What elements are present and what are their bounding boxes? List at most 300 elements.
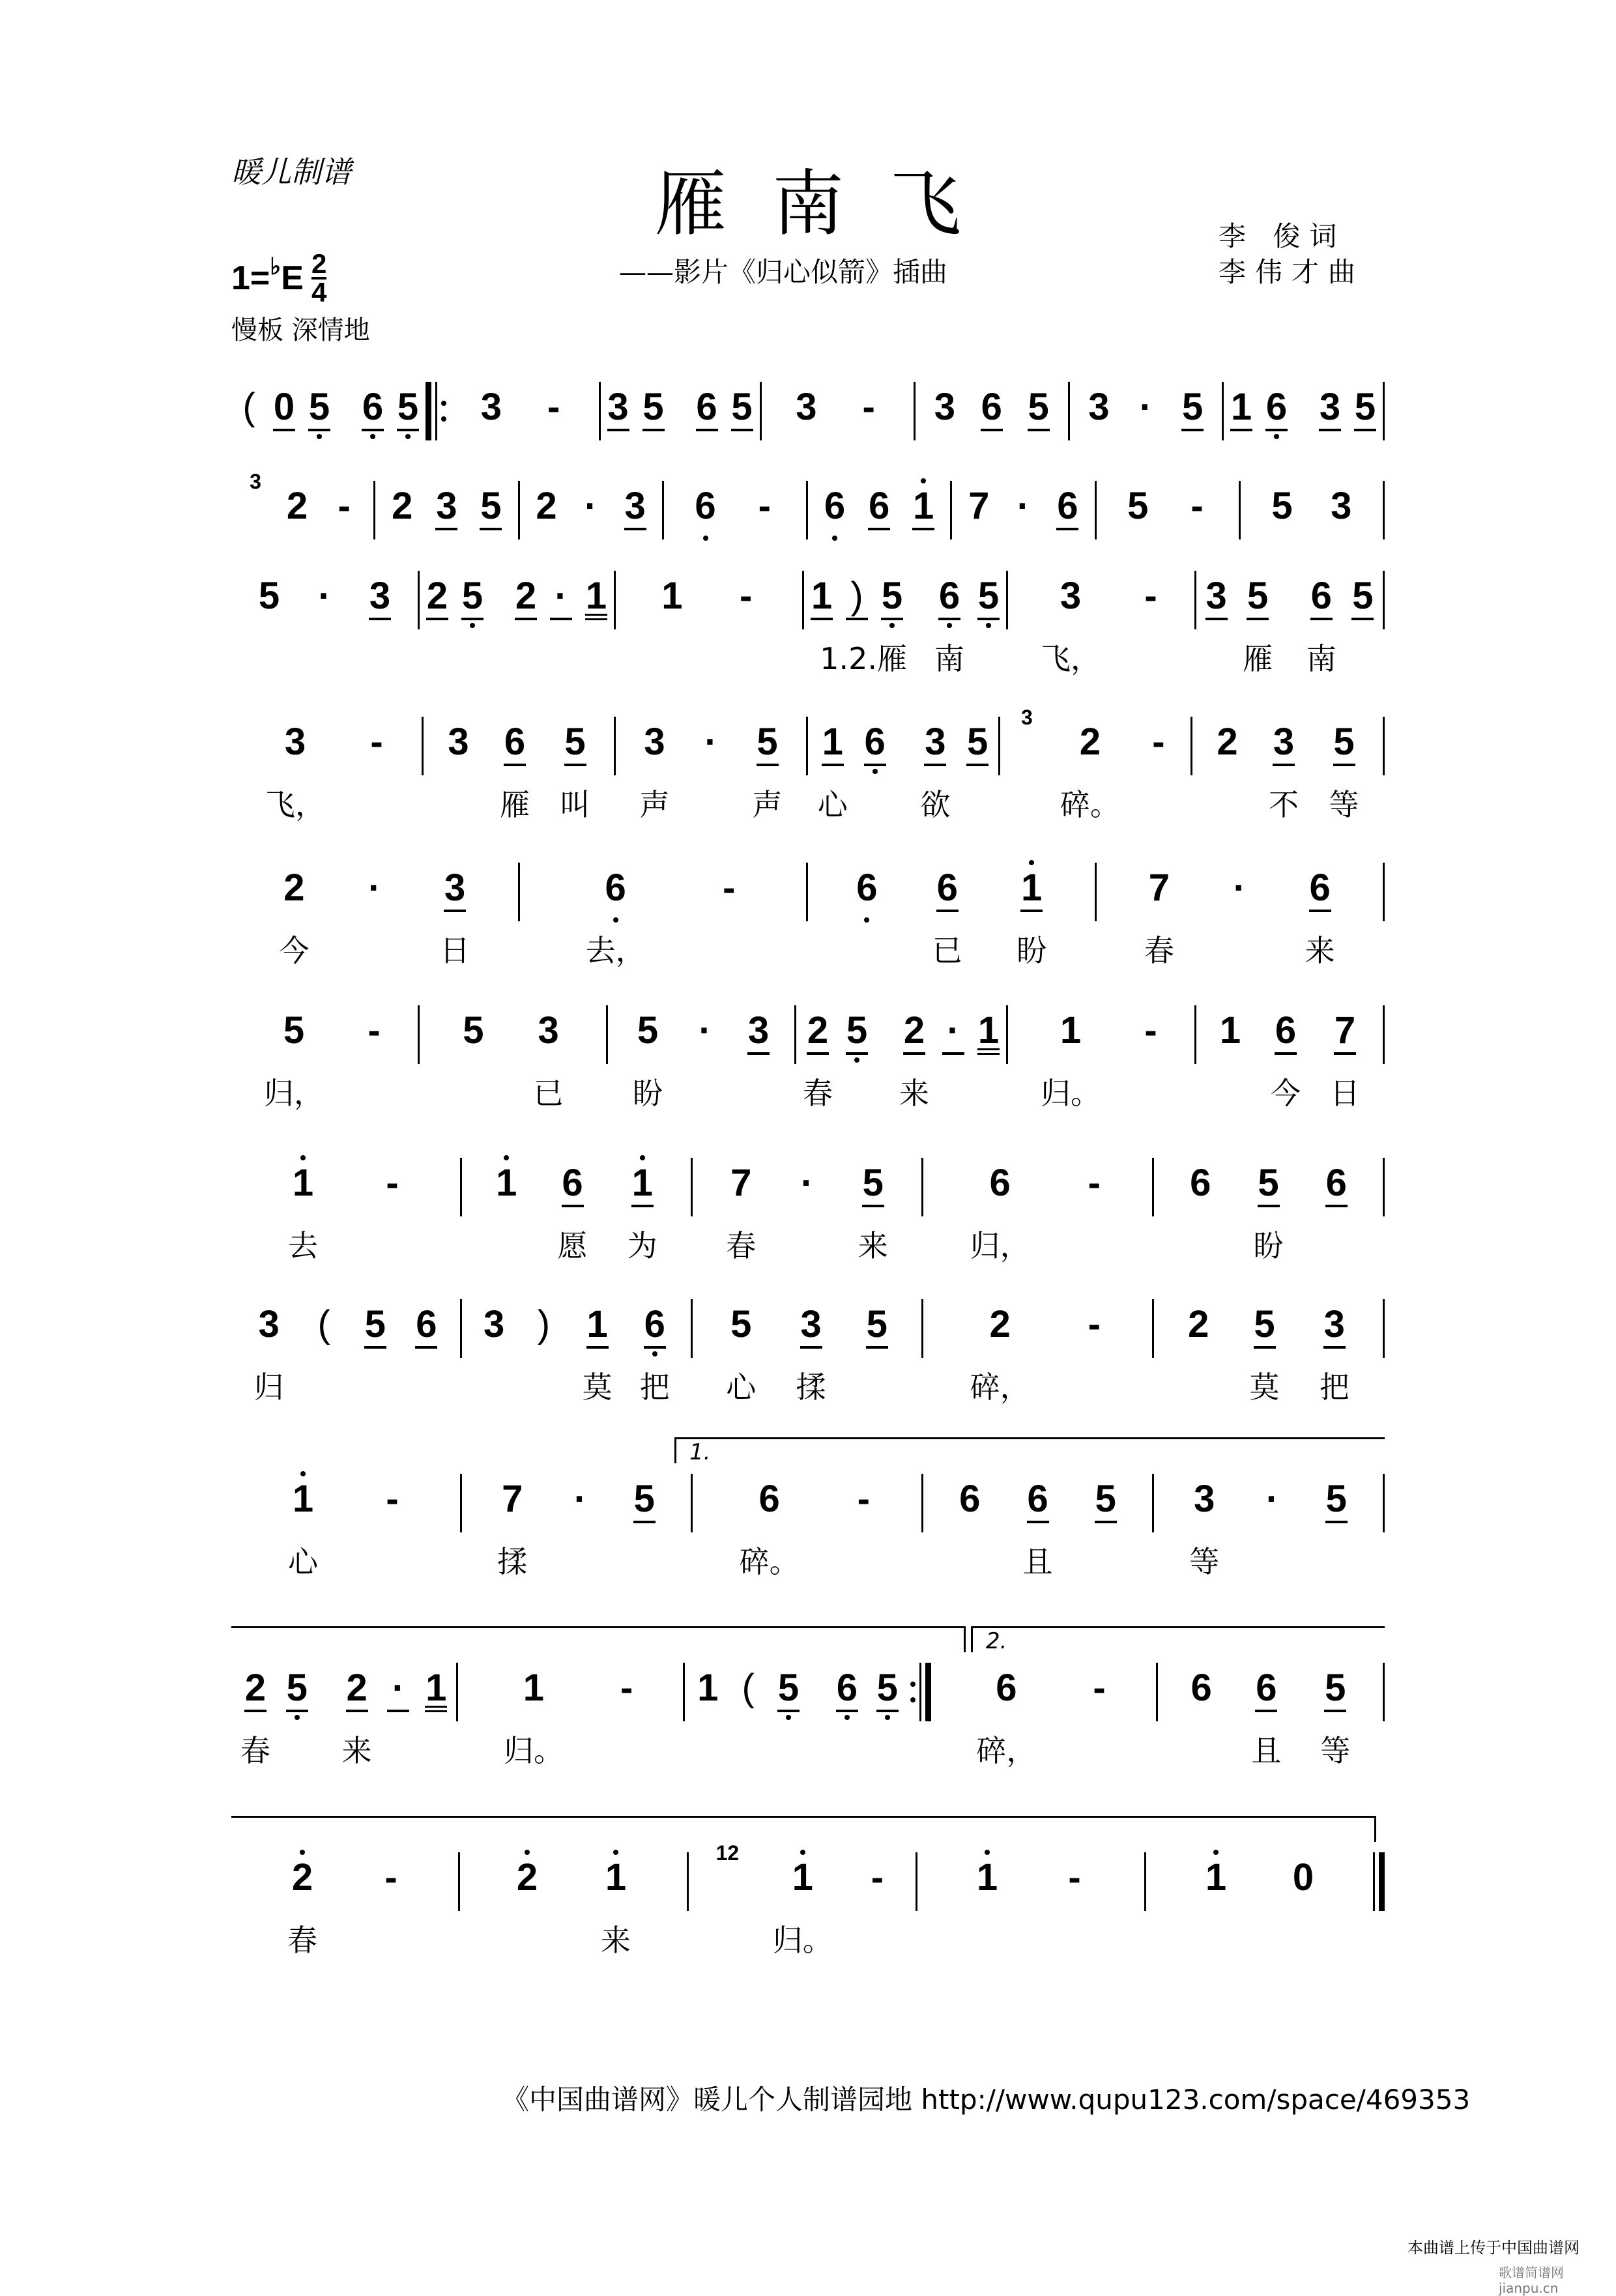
- augmentation-dot: [563, 1476, 598, 1578]
- measure: [375, 483, 517, 581]
- note-symbol: 5: [881, 573, 903, 620]
- note: [627, 1476, 662, 1578]
- lyric: 来: [858, 1228, 888, 1263]
- note-symbol: 5: [258, 575, 280, 617]
- note: [1175, 384, 1210, 486]
- note: [1300, 573, 1343, 675]
- note: [433, 865, 476, 967]
- note: [1345, 573, 1380, 675]
- note: [336, 1665, 379, 1767]
- note-symbol: ·: [1139, 386, 1152, 428]
- note: [527, 1008, 570, 1110]
- barline: [1383, 1158, 1385, 1216]
- note-symbol: 1: [822, 719, 844, 766]
- note: [257, 1008, 330, 1110]
- note: [830, 1665, 865, 1767]
- final-barline: [1373, 1852, 1385, 1911]
- note: [626, 1008, 669, 1110]
- note: [390, 384, 426, 486]
- note-symbol: 5: [1181, 384, 1204, 431]
- parenthesis: [306, 1302, 341, 1403]
- note-symbol: -: [1144, 1009, 1157, 1052]
- dash: [609, 1665, 644, 1767]
- note-symbol: 12: [715, 1841, 740, 1865]
- lyric: 心: [726, 1370, 757, 1405]
- repeat-dots: [441, 401, 446, 422]
- note-symbol: 5: [731, 384, 753, 431]
- note-symbol: (: [742, 1667, 755, 1709]
- note-symbol: 6: [1255, 1665, 1277, 1712]
- lyric: 春: [803, 1076, 833, 1111]
- note-symbol: 6: [1027, 1476, 1049, 1523]
- lyric: 为: [627, 1228, 657, 1263]
- note-symbol: -: [862, 386, 875, 428]
- parenthesis: [730, 1665, 766, 1767]
- volta-bracket-1: [674, 1437, 1385, 1463]
- lyric: 雁: [500, 787, 530, 822]
- measure: [804, 573, 1006, 676]
- note-symbol: 6: [938, 573, 960, 620]
- lyric: 来: [1305, 933, 1335, 968]
- note: [1264, 1008, 1307, 1110]
- note-symbol: 1: [1219, 1009, 1241, 1052]
- measure: [231, 573, 418, 671]
- note-symbol: 6: [1190, 1667, 1212, 1709]
- time-bottom: 4: [311, 277, 327, 308]
- measure: [762, 384, 914, 482]
- note-symbol: 6: [696, 384, 718, 431]
- measure: [1224, 384, 1383, 482]
- note: [618, 483, 653, 585]
- lyric: 飞，: [265, 787, 325, 822]
- note: [633, 1302, 676, 1403]
- note-symbol: 2: [283, 867, 305, 909]
- note: [914, 719, 957, 821]
- note: [1213, 1008, 1248, 1110]
- note: [688, 483, 723, 585]
- note-symbol: -: [368, 1009, 381, 1052]
- note: [489, 1160, 524, 1262]
- note: [952, 1476, 987, 1578]
- measure: [520, 483, 662, 581]
- note: [790, 1302, 833, 1403]
- note-symbol: -: [1144, 575, 1157, 617]
- note-symbol: (: [242, 386, 255, 428]
- lyric: 去，: [585, 933, 646, 968]
- lyric: 春: [1144, 933, 1174, 968]
- note: [409, 1302, 444, 1403]
- note-symbol: 2: [903, 1008, 925, 1055]
- dash: [846, 1476, 881, 1578]
- note-symbol: 3: [1319, 384, 1341, 431]
- dash: [375, 1476, 410, 1578]
- note-symbol: 1: [605, 1855, 627, 1902]
- measure: [601, 384, 760, 482]
- lyric: 盼: [633, 1076, 663, 1111]
- note-symbol: 5: [1254, 1302, 1276, 1349]
- repeat-start-barline: [426, 382, 446, 440]
- note-symbol: 6: [504, 719, 526, 766]
- key-prefix: 1=: [231, 259, 270, 297]
- note: [272, 865, 315, 967]
- note-symbol: 7: [730, 1162, 752, 1204]
- note: [771, 1665, 806, 1767]
- note-symbol: 5: [1351, 573, 1374, 620]
- note-symbol: 6: [695, 483, 717, 530]
- note-symbol: 1: [697, 1667, 719, 1709]
- note-symbol: -: [871, 1856, 884, 1899]
- dash: [326, 483, 362, 585]
- score-line: [231, 706, 1385, 822]
- note: [1199, 573, 1234, 675]
- note: [455, 1008, 491, 1110]
- note-symbol: ·: [1233, 867, 1246, 909]
- note-symbol: ): [846, 573, 868, 620]
- rest: [1286, 1855, 1321, 1957]
- note-symbol: 3: [444, 865, 466, 912]
- note-symbol: 1: [585, 573, 607, 620]
- note: [725, 384, 760, 486]
- note: [719, 1302, 762, 1403]
- score-line: [231, 1476, 1385, 1579]
- note-symbol: 6: [1056, 483, 1078, 530]
- score-line: [231, 384, 1385, 482]
- note: [281, 1855, 324, 1957]
- note-symbol: 7: [1334, 1008, 1356, 1055]
- note: [928, 573, 971, 675]
- note-symbol: 3: [1021, 706, 1033, 729]
- note: [960, 719, 995, 821]
- note: [1210, 719, 1245, 821]
- note-symbol: 2: [1079, 721, 1101, 763]
- note-symbol: 6: [836, 1665, 858, 1712]
- barline: [1383, 1474, 1385, 1532]
- lyric: 归。: [772, 1923, 833, 1958]
- note: [1181, 1302, 1216, 1403]
- measure: [1008, 573, 1194, 676]
- note: [302, 384, 337, 486]
- note: [1198, 1855, 1234, 1957]
- note: [234, 1665, 277, 1767]
- note-symbol: 3: [1060, 575, 1082, 617]
- note-symbol: ·: [699, 1009, 712, 1052]
- note: [362, 573, 397, 675]
- dash: [1057, 1855, 1092, 1957]
- note-symbol: 5: [846, 1008, 868, 1055]
- measure: [796, 1008, 1006, 1111]
- note-symbol: 5: [1271, 485, 1293, 527]
- note: [1313, 1302, 1356, 1403]
- note-symbol: 6: [1310, 573, 1333, 620]
- lyric: 春: [287, 1923, 317, 1958]
- time-signature: [311, 248, 327, 308]
- note: [601, 384, 636, 486]
- note: [1323, 483, 1359, 585]
- song-subtitle: ——影片《归心似箭》插曲: [619, 256, 948, 288]
- note: [579, 573, 614, 675]
- lyric: 今: [279, 933, 310, 968]
- note-symbol: 3: [796, 386, 817, 428]
- augmentation-dot: [573, 483, 609, 585]
- note-symbol: 5: [1325, 1476, 1348, 1523]
- note: [970, 1855, 1005, 1957]
- note: [280, 1665, 315, 1767]
- note: [529, 483, 564, 585]
- note-symbol: 3: [448, 721, 469, 763]
- note-symbol: 6: [864, 719, 886, 766]
- note-symbol: ·: [368, 867, 381, 909]
- note-symbol: 1: [523, 1667, 545, 1709]
- repeat-end-barline: [910, 1663, 931, 1721]
- note: [441, 719, 476, 821]
- lyric: 揉: [497, 1544, 528, 1579]
- measure: [231, 1008, 418, 1111]
- flat-sign: ♭: [270, 253, 281, 280]
- lyric: 今: [1271, 1076, 1301, 1111]
- note: [741, 1008, 776, 1110]
- note-symbol: 6: [856, 865, 878, 912]
- lyric: 碎。: [1060, 787, 1120, 822]
- dash: [1076, 1302, 1112, 1403]
- note: [970, 1665, 1043, 1767]
- dash: [859, 1855, 895, 1957]
- note: [870, 1665, 905, 1767]
- note-symbol: (: [317, 1303, 330, 1345]
- volta-label: 1.: [689, 1439, 711, 1465]
- lyric: 盼: [1017, 933, 1047, 968]
- note: [971, 573, 1006, 675]
- measure: [458, 1665, 683, 1768]
- note: [633, 719, 676, 821]
- lyric: 南: [934, 641, 964, 676]
- dash: [1141, 719, 1176, 821]
- note-symbol: 6: [824, 483, 846, 530]
- measure: [231, 1665, 456, 1768]
- note-symbol: 2: [989, 1303, 1011, 1345]
- measure: [1008, 1008, 1194, 1111]
- note-symbol: 6: [1325, 1160, 1348, 1207]
- note-symbol: ·: [387, 1665, 409, 1712]
- barline: [1383, 571, 1385, 629]
- note-symbol: 3: [624, 483, 646, 530]
- volta-bracket-2: [971, 1626, 1385, 1652]
- score-line: [231, 1841, 1385, 1958]
- note: [1265, 483, 1300, 585]
- note: [1081, 384, 1116, 486]
- note: [554, 719, 597, 821]
- note: [1184, 1665, 1219, 1767]
- measure: [1097, 865, 1383, 968]
- dash: [747, 483, 782, 585]
- dash: [851, 384, 886, 486]
- score-line: [231, 1665, 1385, 1768]
- measure: [1241, 483, 1383, 581]
- note-symbol: 3: [934, 386, 955, 428]
- note: [1050, 483, 1085, 585]
- augmentation-dot: [543, 573, 579, 675]
- note-symbol: 5: [564, 719, 586, 766]
- score-line: [231, 470, 1385, 581]
- note-symbol: 6: [415, 1302, 437, 1349]
- score-line: [231, 1008, 1385, 1111]
- note-symbol: -: [857, 1478, 870, 1520]
- lyric: 来: [899, 1076, 929, 1111]
- note-symbol: ): [537, 1303, 551, 1345]
- note-symbol: 1: [792, 1855, 814, 1902]
- note-symbol: 5: [637, 1009, 659, 1052]
- note: [1054, 719, 1127, 821]
- measure: [1196, 573, 1383, 676]
- note-symbol: -: [758, 485, 771, 527]
- lyricist-credit: 李 俊词: [1219, 220, 1346, 252]
- note-symbol: -: [370, 721, 383, 763]
- volta-bracket-1-continued: [231, 1626, 966, 1652]
- volta-bracket-2-continued: [231, 1816, 1376, 1842]
- note: [766, 1855, 839, 1957]
- lyric: 声: [752, 787, 783, 822]
- note-symbol: 3: [538, 1009, 559, 1052]
- measure: [1146, 1855, 1373, 1953]
- measure: [808, 865, 1095, 968]
- note-symbol: -: [384, 1856, 397, 1899]
- note: [893, 1008, 936, 1110]
- note: [817, 483, 852, 585]
- measure: [231, 1855, 458, 1958]
- note-symbol: ·: [550, 573, 572, 620]
- measure: [231, 1476, 460, 1579]
- note-symbol: 5: [862, 1160, 884, 1207]
- note: [654, 573, 689, 675]
- note-symbol: 5: [286, 1665, 308, 1712]
- note: [1224, 384, 1259, 486]
- note-symbol: 2: [515, 573, 537, 620]
- note: [796, 1008, 839, 1110]
- note-symbol: 5: [463, 1009, 484, 1052]
- dash: [1133, 1008, 1168, 1110]
- note-symbol: 6: [1309, 865, 1331, 912]
- lyric: 等: [1189, 1544, 1220, 1579]
- note: [927, 384, 962, 486]
- key-signature: [231, 248, 327, 308]
- note-symbol: 2: [392, 485, 413, 527]
- note-symbol: ·: [800, 1162, 814, 1204]
- note: [551, 1160, 594, 1262]
- lyric: 来: [341, 1733, 372, 1768]
- note-symbol: 5: [966, 719, 988, 766]
- note-symbol: 6: [1265, 384, 1288, 431]
- measure: [808, 719, 998, 822]
- note: [418, 1665, 454, 1767]
- note-symbol: 6: [936, 865, 959, 912]
- measure: [693, 1302, 921, 1405]
- note-symbol: 6: [959, 1478, 981, 1520]
- note-symbol: 1: [976, 1855, 998, 1902]
- note: [476, 1302, 512, 1403]
- note: [510, 1855, 545, 1957]
- augmentation-dot: [1222, 865, 1257, 967]
- barline: [1383, 717, 1385, 775]
- measure: [693, 1160, 921, 1263]
- note: [689, 384, 725, 486]
- note: [1243, 1302, 1286, 1403]
- note: [576, 1302, 619, 1403]
- note-symbol: 3: [250, 470, 261, 493]
- key-note: E: [281, 259, 304, 297]
- note-symbol: 5: [1095, 1476, 1117, 1523]
- note: [820, 573, 910, 676]
- augmentation-dot: [1005, 483, 1041, 585]
- lyric: 揉: [796, 1370, 826, 1405]
- measure: [1154, 1476, 1383, 1579]
- dash: [729, 573, 764, 675]
- lyric: 莫: [1249, 1370, 1280, 1405]
- measure: [685, 1665, 910, 1763]
- note-symbol: 5: [757, 719, 779, 766]
- note-symbol: 3: [258, 1303, 280, 1345]
- measure: [1154, 1302, 1383, 1405]
- note-symbol: 6: [996, 1667, 1017, 1709]
- note-symbol: 3: [284, 721, 306, 763]
- note-symbol: -: [723, 867, 736, 909]
- note-symbol: -: [1088, 1303, 1101, 1345]
- lyric: 碎，: [970, 1370, 1030, 1405]
- note-symbol: 1: [977, 1008, 1000, 1055]
- note: [1088, 1476, 1123, 1578]
- note-symbol: 7: [1148, 867, 1170, 909]
- note: [355, 384, 390, 486]
- note-symbol: 3: [483, 1303, 505, 1345]
- measure: [952, 483, 1094, 581]
- note-symbol: 3: [1331, 485, 1352, 527]
- grace-note: [243, 470, 268, 564]
- augmentation-dot: [936, 1008, 971, 1110]
- note: [861, 483, 897, 585]
- barline: [1383, 1299, 1385, 1358]
- note: [811, 719, 854, 821]
- dash: [359, 719, 394, 821]
- measure: [420, 573, 614, 671]
- measure: [916, 384, 1068, 482]
- note-symbol: 3: [800, 1302, 822, 1349]
- note-symbol: -: [1068, 1856, 1081, 1899]
- note-symbol: 2: [291, 1855, 313, 1902]
- lyric: 等: [1320, 1733, 1351, 1768]
- note: [746, 719, 789, 821]
- note-symbol: 2: [286, 485, 308, 527]
- note-symbol: 3: [607, 384, 629, 431]
- lyric: 且: [1251, 1733, 1282, 1768]
- note-symbol: -: [338, 485, 351, 527]
- measure: [1158, 1665, 1383, 1768]
- note-symbol: ·: [573, 1478, 587, 1520]
- measure: [931, 1665, 1156, 1768]
- lyric: 归，: [970, 1228, 1030, 1263]
- note: [1348, 384, 1383, 486]
- note-symbol: 5: [866, 1302, 888, 1349]
- lyric: 碎，: [976, 1733, 1037, 1768]
- note-symbol: 5: [397, 384, 419, 431]
- measure: [460, 1855, 687, 1958]
- note-symbol: 5: [480, 483, 502, 530]
- note: [1312, 384, 1348, 486]
- note-symbol: -: [1190, 485, 1204, 527]
- note-symbol: 5: [1028, 384, 1050, 431]
- note: [252, 573, 287, 675]
- note-symbol: 2: [536, 485, 557, 527]
- note-symbol: 1: [292, 1160, 314, 1207]
- note: [964, 1160, 1037, 1262]
- measure: [1097, 483, 1239, 581]
